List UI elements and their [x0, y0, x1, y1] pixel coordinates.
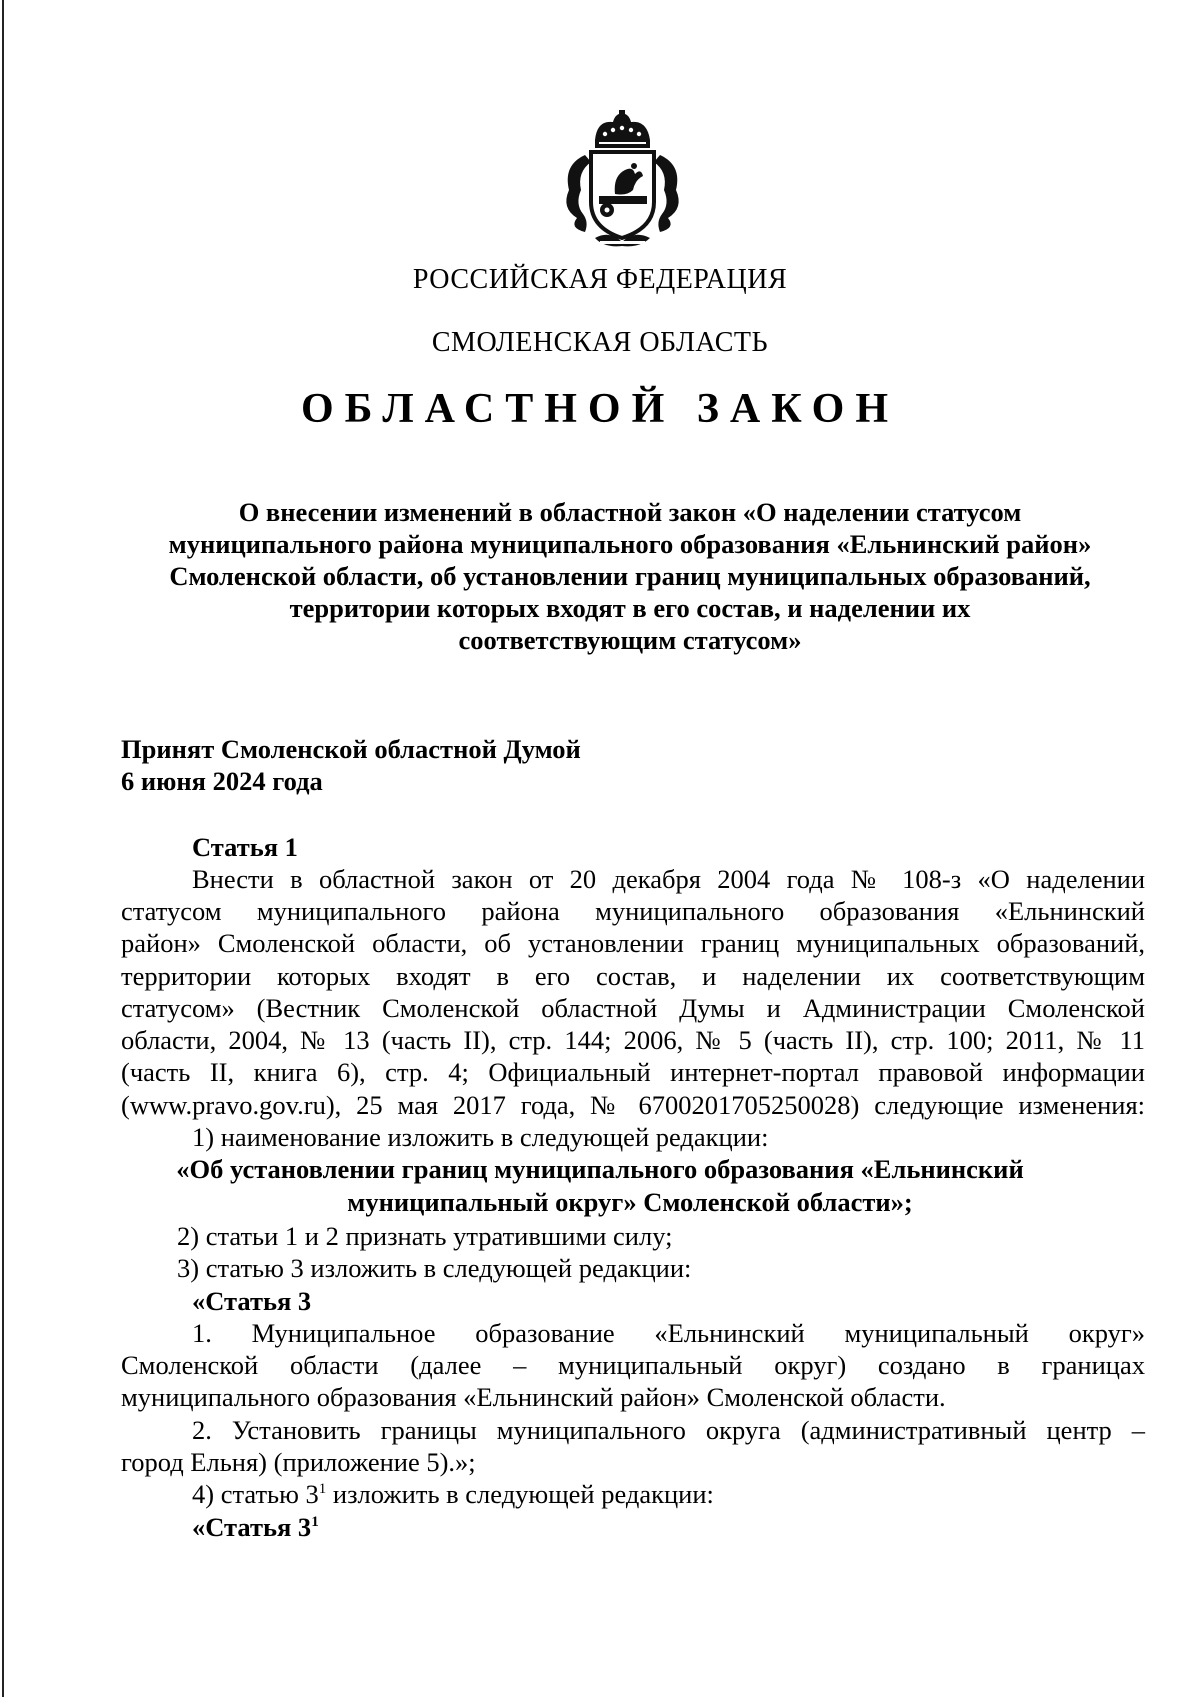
item-1: 1) наименование изложить в следующей редакции:	[192, 1122, 769, 1152]
article-3-heading: «Статья 3	[192, 1286, 312, 1316]
article-1-text-line: (www.pravo.gov.ru), 25 мая 2017 года, № 6700201705250028) следующие изменения:	[121, 1090, 1145, 1120]
adopted-by: Принят Смоленской областной Думой	[121, 734, 581, 764]
law-title-line: соответствующим статусом»	[458, 625, 802, 655]
new-name-line: «Об установлении границ муниципального образования «Ельнинский	[176, 1154, 1024, 1184]
article-3-1-heading	[192, 1511, 319, 1543]
article-1-text-line: территории которых входят в его состав, и наделении их соответствующим	[121, 961, 1145, 991]
law-title-line: Смоленской области, об установлении границ муниципальных образований,	[169, 561, 1091, 591]
article-1-text-line: области, 2004, № 13 (часть II), стр. 144; 2006, № 5 (часть II), стр. 100; 2011, № 11	[121, 1025, 1145, 1055]
article-3-paragraph-1-line: Смоленской области (далее – муниципальный округ) создано в границах	[121, 1350, 1145, 1380]
article-1-text-line: район» Смоленской области, об установлении границ муниципальных образований,	[121, 928, 1145, 958]
new-name-line: муниципальный округ» Смоленской области»;	[347, 1187, 913, 1217]
document-type-heading: ОБЛАСТНОЙ ЗАКОН	[300, 386, 900, 432]
adoption-date: 6 июня 2024 года	[121, 766, 323, 796]
item-4-text: 4) статью 3	[192, 1479, 319, 1509]
article-1-heading: Статья 1	[192, 832, 298, 862]
article-3-1-heading-text: «Статья 3	[192, 1512, 312, 1542]
article-3-paragraph-1-line: 1. Муниципальное образование «Ельнинский муниципальный округ»	[192, 1318, 1145, 1348]
superscript: 1	[311, 1514, 319, 1531]
region-heading: СМОЛЕНСКАЯ ОБЛАСТЬ	[431, 327, 769, 358]
article-3-paragraph-1-line: муниципального образования «Ельнинский район» Смоленской области.	[121, 1382, 946, 1412]
law-title	[120, 496, 1140, 656]
coat-of-arms-emblem	[555, 110, 690, 250]
federation-heading: РОССИЙСКАЯ ФЕДЕРАЦИЯ	[412, 264, 788, 295]
superscript: 1	[318, 1481, 327, 1498]
adoption-info	[121, 733, 581, 797]
article-3-paragraph-2-line: 2. Установить границы муниципального округа (административный центр –	[192, 1415, 1145, 1445]
law-title-line: О внесении изменений в областной закон «О наделении статусом	[238, 497, 1022, 527]
article-1-text-line: (часть II, книга 6), стр. 4; Официальный интернет-портал правовой информации	[121, 1057, 1145, 1087]
article-1-text-line: статусом муниципального района муниципального образования «Ельнинский	[121, 896, 1145, 926]
page-border	[2, 0, 4, 1697]
law-title-line: муниципального района муниципального образования «Ельнинский район»	[168, 529, 1092, 559]
item-4	[192, 1478, 714, 1510]
article-1-text-line: Внести в областной закон от 20 декабря 2004 года № 108-з «О наделении	[192, 864, 1145, 894]
law-title-line: территории которых входят в его состав, и наделении их	[289, 593, 971, 623]
item-3: 3) статью 3 изложить в следующей редакции:	[177, 1253, 692, 1283]
article-3-paragraph-2-line: город Ельня) (приложение 5).»;	[121, 1447, 476, 1477]
article-1-text-line: статусом» (Вестник Смоленской областной Думы и Администрации Смоленской	[121, 993, 1145, 1023]
item-2: 2) статьи 1 и 2 признать утратившими силу;	[177, 1221, 673, 1251]
item-4-text: изложить в следующей редакции:	[326, 1479, 714, 1509]
